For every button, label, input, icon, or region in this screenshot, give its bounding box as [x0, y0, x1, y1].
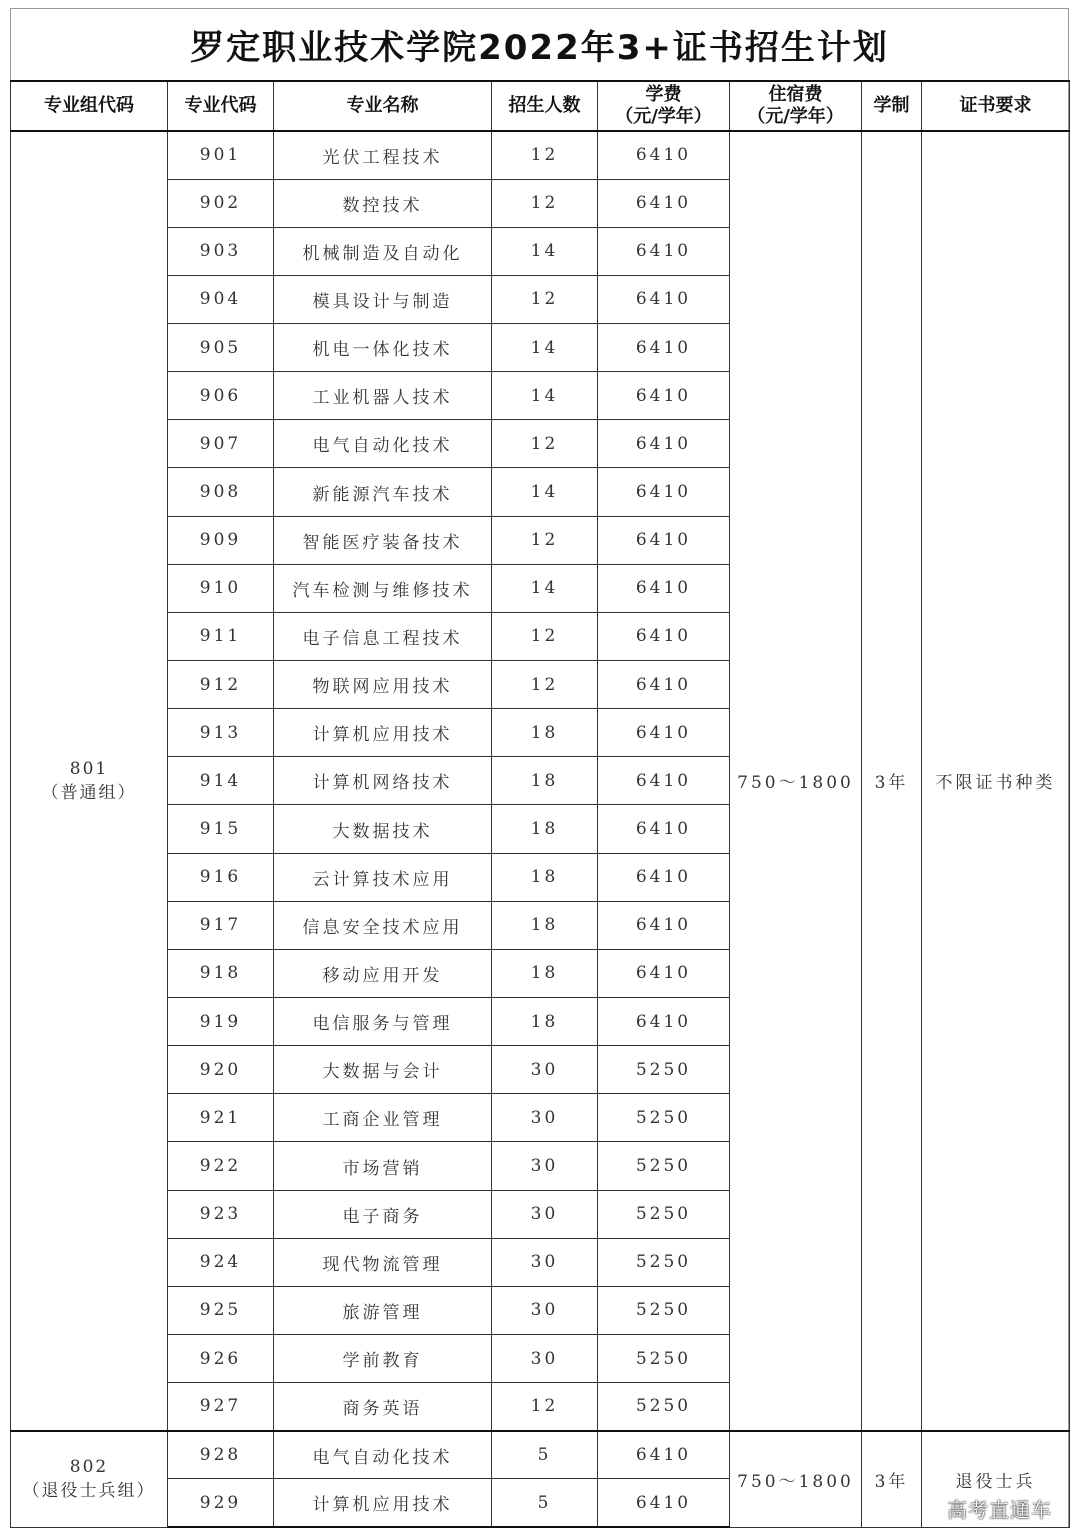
- tuition-cell: 6410: [598, 949, 730, 997]
- tuition-cell: 6410: [598, 805, 730, 853]
- tuition-cell: 5250: [598, 1238, 730, 1286]
- tuition-cell: 6410: [598, 324, 730, 372]
- major-name-cell: 模具设计与制造: [274, 275, 492, 323]
- major-code-cell: 911: [168, 612, 274, 660]
- tuition-cell: 6410: [598, 564, 730, 612]
- tuition-cell: 6410: [598, 131, 730, 179]
- major-code-cell: 912: [168, 661, 274, 709]
- tuition-cell: 6410: [598, 998, 730, 1046]
- major-code-cell: 918: [168, 949, 274, 997]
- duration-cell: 3年: [862, 1431, 922, 1527]
- tuition-cell: 5250: [598, 1190, 730, 1238]
- major-code-cell: 929: [168, 1479, 274, 1527]
- enrollment-cell: 30: [492, 1142, 598, 1190]
- group-code-cell: [11, 131, 168, 1431]
- major-code-cell: 904: [168, 275, 274, 323]
- tuition-cell: 6410: [598, 1431, 730, 1479]
- major-code-cell: 919: [168, 998, 274, 1046]
- tuition-cell: 6410: [598, 227, 730, 275]
- major-code-cell: 907: [168, 420, 274, 468]
- major-name-cell: 新能源汽车技术: [274, 468, 492, 516]
- enrollment-cell: 14: [492, 227, 598, 275]
- major-code-cell: 915: [168, 805, 274, 853]
- group-code: 801: [69, 758, 109, 779]
- table-body: [11, 131, 1070, 1527]
- major-code-cell: 921: [168, 1094, 274, 1142]
- table-row: [11, 1431, 1070, 1479]
- enrollment-cell: 18: [492, 709, 598, 757]
- tuition-cell: 5250: [598, 1286, 730, 1334]
- major-code-cell: 917: [168, 901, 274, 949]
- major-name-cell: 云计算技术应用: [274, 853, 492, 901]
- enrollment-cell: 18: [492, 998, 598, 1046]
- duration-cell: 3年: [862, 131, 922, 1431]
- enrollment-cell: 5: [492, 1479, 598, 1527]
- enrollment-cell: 12: [492, 1383, 598, 1431]
- major-name-cell: 市场营销: [274, 1142, 492, 1190]
- dorm-fee-cell: 750～1800: [730, 131, 862, 1431]
- major-code-cell: 914: [168, 757, 274, 805]
- header-cert: 证书要求: [922, 81, 1070, 131]
- major-name-cell: 数控技术: [274, 179, 492, 227]
- major-code-cell: 925: [168, 1286, 274, 1334]
- tuition-cell: 6410: [598, 372, 730, 420]
- major-name-cell: 工业机器人技术: [274, 372, 492, 420]
- major-code-cell: 901: [168, 131, 274, 179]
- header-enrollment: 招生人数: [492, 81, 598, 131]
- header-dorm-unit: （元/学年）: [747, 106, 844, 127]
- enrollment-cell: 30: [492, 1238, 598, 1286]
- major-name-cell: 机械制造及自动化: [274, 227, 492, 275]
- group-name: （普通组）: [41, 782, 137, 803]
- major-name-cell: 汽车检测与维修技术: [274, 564, 492, 612]
- tuition-cell: 6410: [598, 1479, 730, 1527]
- major-name-cell: 电子商务: [274, 1190, 492, 1238]
- tuition-cell: 5250: [598, 1142, 730, 1190]
- enrollment-cell: 30: [492, 1335, 598, 1383]
- enrollment-cell: 18: [492, 901, 598, 949]
- major-name-cell: 大数据与会计: [274, 1046, 492, 1094]
- enrollment-cell: 30: [492, 1046, 598, 1094]
- tuition-cell: 6410: [598, 516, 730, 564]
- tuition-cell: 5250: [598, 1094, 730, 1142]
- major-name-cell: 计算机应用技术: [274, 709, 492, 757]
- major-name-cell: 电气自动化技术: [274, 1431, 492, 1479]
- header-dorm-label: 住宿费: [768, 84, 823, 105]
- enrollment-cell: 18: [492, 853, 598, 901]
- group-code: 802: [69, 1457, 109, 1478]
- major-name-cell: 商务英语: [274, 1383, 492, 1431]
- enrollment-cell: 14: [492, 372, 598, 420]
- header-group-code: 专业组代码: [11, 81, 168, 131]
- tuition-cell: 6410: [598, 468, 730, 516]
- enrollment-cell: 18: [492, 757, 598, 805]
- enrollment-cell: 12: [492, 179, 598, 227]
- major-code-cell: 928: [168, 1431, 274, 1479]
- major-name-cell: 工商企业管理: [274, 1094, 492, 1142]
- group-name: （退役士兵组）: [22, 1481, 156, 1502]
- major-code-cell: 922: [168, 1142, 274, 1190]
- enrollment-cell: 18: [492, 949, 598, 997]
- enrollment-cell: 14: [492, 564, 598, 612]
- enrollment-cell: 12: [492, 275, 598, 323]
- header-tuition-unit: （元/学年）: [615, 106, 712, 127]
- enrollment-cell: 30: [492, 1190, 598, 1238]
- tuition-cell: 5250: [598, 1335, 730, 1383]
- cert-requirement-cell: 退役士兵: [922, 1431, 1070, 1527]
- major-name-cell: 机电一体化技术: [274, 324, 492, 372]
- enrollment-cell: 5: [492, 1431, 598, 1479]
- major-name-cell: 计算机网络技术: [274, 757, 492, 805]
- major-name-cell: 计算机应用技术: [274, 1479, 492, 1527]
- major-name-cell: 电气自动化技术: [274, 420, 492, 468]
- enrollment-cell: 30: [492, 1286, 598, 1334]
- tuition-cell: 6410: [598, 709, 730, 757]
- major-name-cell: 学前教育: [274, 1335, 492, 1383]
- enrollment-cell: 12: [492, 420, 598, 468]
- header-tuition-label: 学费: [645, 84, 682, 105]
- enrollment-cell: 18: [492, 805, 598, 853]
- tuition-cell: 6410: [598, 275, 730, 323]
- major-name-cell: 电信服务与管理: [274, 998, 492, 1046]
- major-name-cell: 移动应用开发: [274, 949, 492, 997]
- watermark: 高考直通车: [947, 1498, 1052, 1522]
- major-code-cell: 905: [168, 324, 274, 372]
- tuition-cell: 6410: [598, 612, 730, 660]
- major-name-cell: 现代物流管理: [274, 1238, 492, 1286]
- table-row: [11, 131, 1070, 179]
- enrollment-table: [10, 80, 1070, 1528]
- tuition-cell: 6410: [598, 420, 730, 468]
- major-code-cell: 913: [168, 709, 274, 757]
- page-title: 罗定职业技术学院2022年3+证书招生计划: [190, 27, 889, 68]
- tuition-cell: 6410: [598, 901, 730, 949]
- header-duration: 学制: [862, 81, 922, 131]
- tuition-cell: 6410: [598, 853, 730, 901]
- header-row: [11, 81, 1070, 131]
- enrollment-cell: 12: [492, 612, 598, 660]
- major-name-cell: 大数据技术: [274, 805, 492, 853]
- major-name-cell: 旅游管理: [274, 1286, 492, 1334]
- enrollment-cell: 12: [492, 131, 598, 179]
- major-code-cell: 927: [168, 1383, 274, 1431]
- major-code-cell: 908: [168, 468, 274, 516]
- tuition-cell: 6410: [598, 179, 730, 227]
- group-code-cell: [11, 1431, 168, 1527]
- header-major-code: 专业代码: [168, 81, 274, 131]
- major-code-cell: 902: [168, 179, 274, 227]
- cert-requirement-cell: 不限证书种类: [922, 131, 1070, 1431]
- major-name-cell: 电子信息工程技术: [274, 612, 492, 660]
- major-name-cell: 智能医疗装备技术: [274, 516, 492, 564]
- tuition-cell: 6410: [598, 661, 730, 709]
- enrollment-cell: 12: [492, 661, 598, 709]
- major-code-cell: 916: [168, 853, 274, 901]
- enrollment-cell: 14: [492, 324, 598, 372]
- dorm-fee-cell: 750～1800: [730, 1431, 862, 1527]
- header-tuition: [598, 81, 730, 131]
- tuition-cell: 5250: [598, 1383, 730, 1431]
- tuition-cell: 6410: [598, 757, 730, 805]
- header-dorm: [730, 81, 862, 131]
- major-code-cell: 926: [168, 1335, 274, 1383]
- major-name-cell: 信息安全技术应用: [274, 901, 492, 949]
- tuition-cell: 5250: [598, 1046, 730, 1094]
- header-major-name: 专业名称: [274, 81, 492, 131]
- major-code-cell: 903: [168, 227, 274, 275]
- major-code-cell: 910: [168, 564, 274, 612]
- major-name-cell: 光伏工程技术: [274, 131, 492, 179]
- major-name-cell: 物联网应用技术: [274, 661, 492, 709]
- enrollment-cell: 12: [492, 516, 598, 564]
- major-code-cell: 906: [168, 372, 274, 420]
- major-code-cell: 923: [168, 1190, 274, 1238]
- major-code-cell: 909: [168, 516, 274, 564]
- major-code-cell: 920: [168, 1046, 274, 1094]
- enrollment-cell: 30: [492, 1094, 598, 1142]
- major-code-cell: 924: [168, 1238, 274, 1286]
- enrollment-cell: 14: [492, 468, 598, 516]
